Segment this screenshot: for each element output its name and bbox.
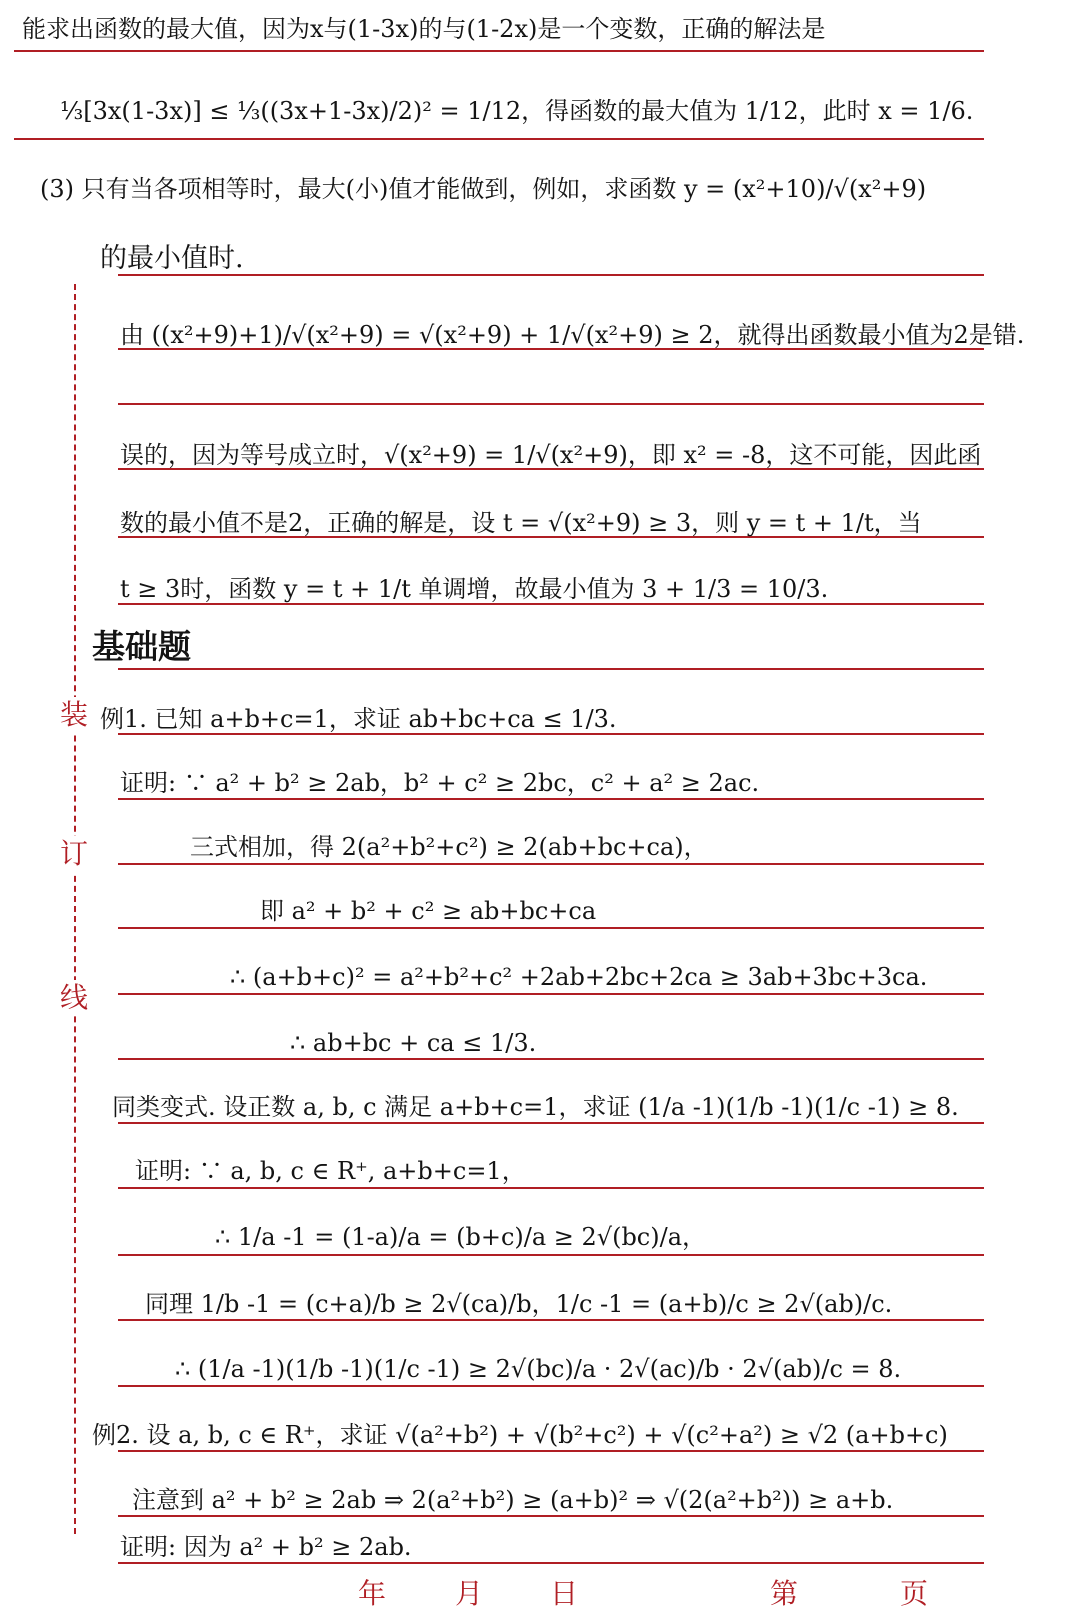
note-line: ∴ (a+b+c)² = a²+b²+c² +2ab+2bc+2ca ≥ 3ab+3bc+3ca. [230, 963, 928, 991]
ruled-line [118, 274, 984, 276]
ruled-line [118, 1254, 984, 1256]
ruled-line [14, 50, 984, 52]
ruled-line [118, 1058, 984, 1060]
footer-page-suffix: 页 [900, 1577, 929, 1610]
footer-day-label: 日 [550, 1577, 579, 1610]
binding-dashed-line [74, 284, 76, 1534]
ruled-line [118, 668, 984, 670]
note-line: 同类变式. 设正数 a, b, c 满足 a+b+c=1，求证 (1/a -1)(1/b -1)(1/c -1) ≥ 8. [112, 1093, 959, 1121]
note-line: 三式相加，得 2(a²+b²+c²) ≥ 2(ab+bc+ca)， [190, 833, 708, 861]
note-line: ∴ 1/a -1 = (1-a)/a = (b+c)/a ≥ 2√(bc)/a， [215, 1223, 707, 1251]
footer-year-label: 年 [358, 1577, 387, 1610]
footer-page-prefix: 第 [770, 1577, 799, 1610]
note-line: ∴ ab+bc + ca ≤ 1/3. [290, 1029, 537, 1057]
note-line: 数的最小值不是2，正确的解是，设 t = √(x²+9) ≥ 3，则 y = t + 1/t，当 [120, 509, 922, 537]
note-line: 例2. 设 a, b, c ∈ R⁺，求证 √(a²+b²) + √(b²+c²) + √(c²+a²) ≥ √2 (a+b+c) [92, 1421, 948, 1449]
note-line: 即 a² + b² + c² ≥ ab+bc+ca [260, 897, 597, 925]
note-line: 能求出函数的最大值，因为x与(1-3x)的与(1-2x)是一个变数，正确的解法是 [22, 15, 826, 43]
note-line: 的最小值时. [100, 243, 244, 274]
note-line: 误的，因为等号成立时，√(x²+9) = 1/√(x²+9)，即 x² = -8，这不可能，因此函 [120, 441, 982, 469]
note-line: t ≥ 3时，函数 y = t + 1/t 单调增，故最小值为 3 + 1/3 = 10/3. [120, 575, 829, 603]
ruled-line [118, 403, 984, 405]
section-heading: 基础题 [92, 627, 191, 666]
note-line: 证明: ∵ a² + b² ≥ 2ab，b² + c² ≥ 2bc，c² + a² ≥ 2ac. [120, 769, 760, 797]
ruled-line [14, 138, 984, 140]
note-line: ⅓[3x(1-3x)] ≤ ⅓((3x+1-3x)/2)² = 1/12，得函数的最大值为 1/12，此时 x = 1/6. [60, 97, 974, 125]
note-line: 同理 1/b -1 = (c+a)/b ≥ 2√(ca)/b，1/c -1 = (a+b)/c ≥ 2√(ab)/c. [145, 1290, 893, 1318]
note-line: 证明: 因为 a² + b² ≥ 2ab. [120, 1533, 412, 1561]
note-line: 注意到 a² + b² ≥ 2ab ⇒ 2(a²+b²) ≥ (a+b)² ⇒ √(2(a²+b²)) ≥ a+b. [132, 1486, 894, 1514]
note-line: 例1. 已知 a+b+c=1，求证 ab+bc+ca ≤ 1/3. [100, 705, 617, 733]
binding-char-xian: 线 [52, 980, 96, 1016]
note-line: 由 ((x²+9)+1)/√(x²+9) = √(x²+9) + 1/√(x²+9) ≥ 2，就得出函数最小值为2是错. [120, 321, 1025, 349]
binding-char-zhuang: 装 [52, 697, 96, 733]
note-line: 证明: ∵ a, b, c ∈ R⁺, a+b+c=1， [135, 1157, 526, 1185]
footer-month-label: 月 [455, 1577, 484, 1610]
binding-char-ding: 订 [52, 836, 96, 872]
note-line: ∴ (1/a -1)(1/b -1)(1/c -1) ≥ 2√(bc)/a · 2√(ac)/b · 2√(ab)/c = 8. [175, 1355, 902, 1383]
note-line: (3) 只有当各项相等时，最大(小)值才能做到，例如，求函数 y = (x²+10)/√(x²+9) [40, 175, 927, 203]
